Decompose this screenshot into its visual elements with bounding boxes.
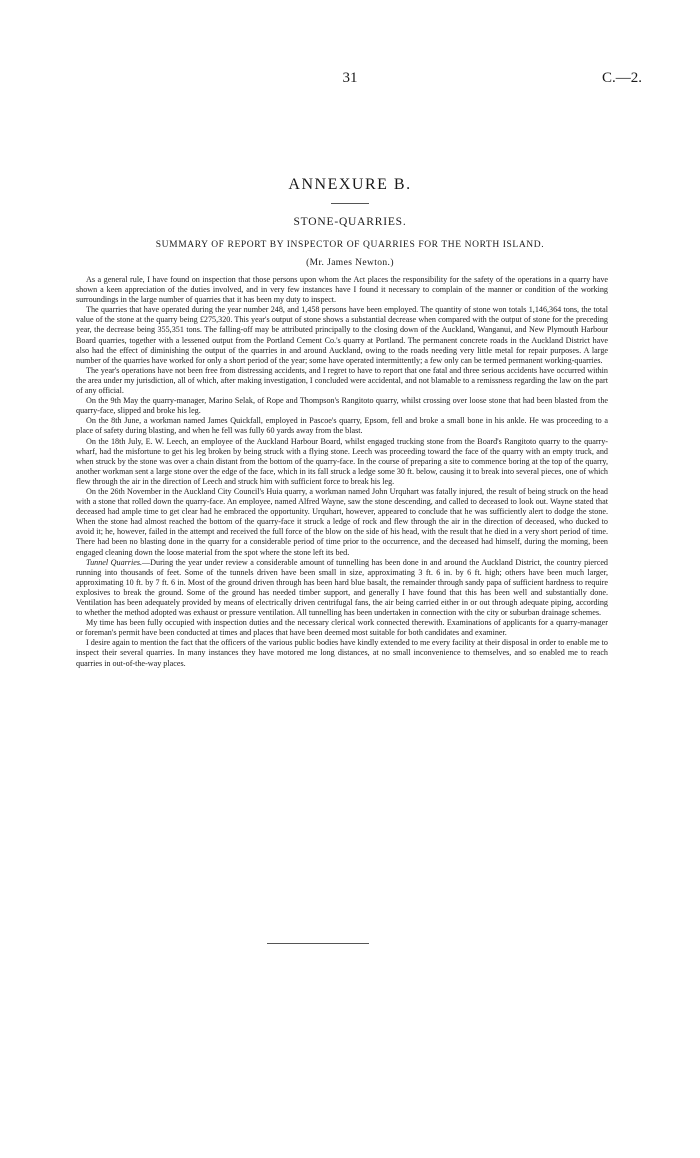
paragraph-accident-urquhart: On the 26th November in the Auckland City Council's Huia quarry, a workman named John Urquhart was fatally injured, the result of being struck on the head with a stone that rolled down the quarry-face. An employee, named Alfred Wayne, saw the stone descending, and called to deceased to look out. Wayne stated that deceased had ample time to get clear had he embraced the opportunity. Urquhart, however, appeared to conclude that he was sufficiently alert to dodge the stone. When the stone had almost reached the bottom of the quarry-face it struck a ledge of rock and flew through the air in the direction of deceased, who ducked to avoid it; he, however, failed in the attempt and received the full force of the blow on the side of his head, with the result that he died in a very short period of time. There had been no blasting done in the quarry for a considerable period of time prior to the occurrence, and the deceased had himself, during the morning, been engaged cleaning down the loose material from the spot where the stone left its bed. [76, 486, 608, 557]
paragraph-accident-leech: On the 18th July, E. W. Leech, an employee of the Auckland Harbour Board, whilst engaged trucking stone from the Board's Rangitoto quarry to the quarry-wharf, had the misfortune to get his leg broken by being struck with a flying stone. Leech was proceeding toward the face of the quarry with an empty truck, and when struck by the stone was over a chain distant from the bottom of the quarry-face. In the course of preparing a site to commence boring at the top of the quarry, another workman sent a large stone over the edge of the face, which in its fall struck a ledge some 30 ft. below, causing it to break into several pieces, one of which flew through the air in the direction of Leech and struck him with sufficient force to break his leg. [76, 436, 608, 486]
summary-title: SUMMARY OF REPORT BY INSPECTOR OF QUARRIES FOR THE NORTH ISLAND. [155, 240, 545, 250]
tunnel-quarries-heading: Tunnel Quarries. [86, 557, 143, 567]
page-number: 31 [342, 70, 358, 86]
tunnel-quarries-text: —During the year under review a considerable amount of tunnelling has been done in and around the Auckland District, the country pierced running into thousands of feet. Some of the tunnels driven have been small in size, approximating 3 ft. 6 in. by 6 ft. high; others have been much larger, approximating 10 ft. by 7 ft. 6 in. Most of the ground driven through has been hard blue basalt, the remainder through sandy papa of sufficient hardness to require explosives to break the ground. Some of the ground has needed timber support, and generally I have found that this has been well and substantially done. Ventilation has been adequately provided by means of electrically driven centrifugal fans, the air being carried either in or out through adequate piping, according to whether the method adopted was exhaust or pressure ventilation. All tunnelling has been undertaken in connection with the city or suburban drainage schemes. [76, 557, 608, 618]
paragraph-accident-selak: On the 9th May the quarry-manager, Marino Selak, of Rope and Thompson's Rangitoto quarry, whilst crossing over loose stone that had been blasted from the quarry-face, slipped and broke his leg. [76, 396, 608, 416]
paragraph-general-rule: As a general rule, I have found on inspection that those persons upon whom the Act places the responsibility for the safety of the operations in a quarry have shown a keen appreciation of the duties involved, and in very few instances have I found it necessary to complain of the manner or condition of the working surroundings in the large number of quarries that it has been my duty to inspect. [76, 275, 608, 305]
title-rule [331, 203, 369, 204]
paragraph-accident-quickfall: On the 8th June, a workman named James Quickfall, employed in Pascoe's quarry, Epsom, fell and broke a small bone in his ankle. He was proceeding to a place of safety during blasting, and when he fell was fully 60 yards away from the blast. [76, 416, 608, 436]
end-rule [267, 943, 369, 944]
report-body [76, 275, 608, 669]
author-byline: (Mr. James Newton.) [306, 258, 394, 268]
annexure-title: ANNEXURE B. [288, 176, 412, 193]
page-reference: C.—2. [601, 70, 642, 86]
paragraph-quarry-statistics: The quarries that have operated during the year number 248, and 1,458 persons have been employed. The quantity of stone won totals 1,146,364 tons, the total value of the stone at the quarry being £275,320. This year's output of stone shows a substantial decrease when compared with the output of stone for the preceding year, the decrease being 355,351 tons. The falling-off may be attributed principally to the closing down of the Auckland, Wanganui, and New Plymouth Harbour Board quarries, together with a lessened output from the Portland Cement Co.'s quarry at Portland. The permanent concrete roads in the Auckland District have also had the effect of diminishing the output of the quarries in and around Auckland, owing to the roads needing very little metal for repair purposes. A large number of the quarries have worked for only a short period of the year; some have operated intermittently; a few only can be termed permanent working-quarries. [76, 305, 608, 365]
paragraph-inspection-duties: My time has been fully occupied with inspection duties and the necessary clerical work connected therewith. Examinations of applicants for a quarry-manager or foreman's permit have been conducted at times and places that have been deemed most suitable for both candidates and examiner. [76, 618, 608, 638]
paragraph-accidents-summary: The year's operations have not been free from distressing accidents, and I regret to have to report that one fatal and three serious accidents have occurred within the area under my jurisdiction, all of which, after making investigation, I concluded were accidental, and not blamable to a remissness regarding the law on the part of any official. [76, 365, 608, 396]
paragraph-acknowledgement: I desire again to mention the fact that the officers of the various public bodies have kindly extended to me every facility at their disposal in order to enable me to inspect their several quarries. In many instances they have motored me long distances, at no small inconvenience to themselves, and so enabled me to reach quarries in out-of-the-way places. [76, 638, 608, 668]
paragraph-tunnel-quarries [76, 558, 608, 619]
section-title: STONE-QUARRIES. [293, 216, 407, 228]
